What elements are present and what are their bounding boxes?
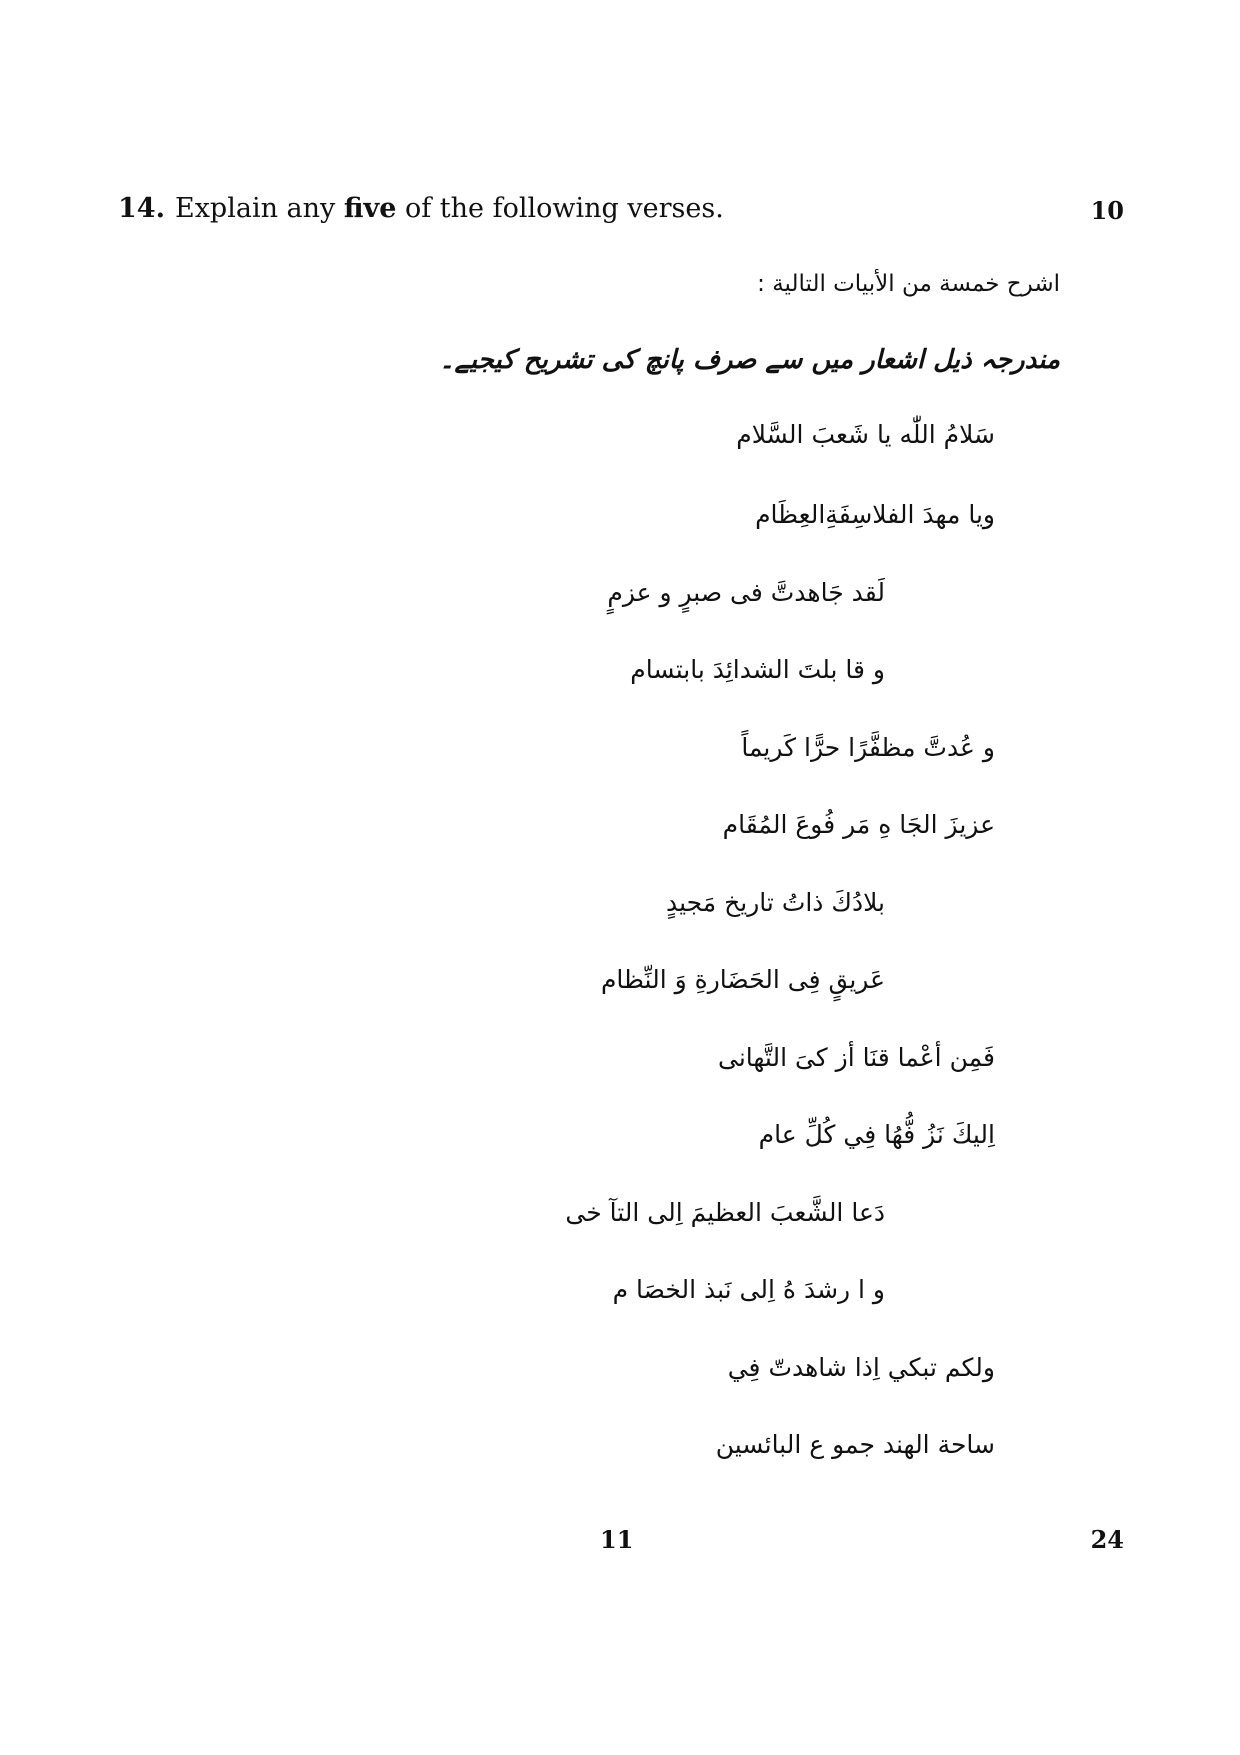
urdu-instruction: مندرجہ ذیل اشعار میں سے صرف پانچ کی تشریح کیجیے۔ — [439, 345, 1060, 375]
verse-line: و عُدتَّ مظفَّرًا حرًّا كَريماً — [741, 733, 995, 762]
verse-line: و ا رشدَ هُ اِلى نَبذ الخصَا م — [612, 1275, 885, 1304]
verse-line: اِليكَ نَزُ فُّهُا فِي كُلِّ عام — [758, 1120, 995, 1149]
question-text-emphasis: five — [343, 193, 397, 224]
question-number: 14. — [118, 193, 165, 224]
marks: 10 — [1090, 196, 1124, 225]
verse-line: عَريقٍ فِى الحَضَارةِ وَ النِّظام — [600, 965, 885, 994]
verse-line: ساحة الهند جمو ع البائسين — [715, 1430, 995, 1459]
verse-line: لَقد جَاهدتَّ فى صبرٍ و عزمٍ — [607, 578, 885, 607]
verse-line: سَلامُ اللّٰه يا شَعبَ السَّلام — [736, 420, 995, 449]
question-text — [175, 193, 724, 224]
arabic-instruction: اشرح خمسة من الأبيات التالية : — [757, 271, 1060, 297]
verse-line: عزيزَ الجَا هِ مَر فُوعَ المُقَام — [722, 810, 995, 839]
verse-line: و قا بلتَ الشدائِدَ بابتسام — [630, 655, 885, 684]
verse-line: ويا مهدَ الفلاسِفَةِالعِظَام — [755, 500, 995, 529]
verse-line: دَعا الشَّعبَ العظيمَ اِلى التآ خى — [565, 1198, 885, 1227]
question-text-end: of the following verses. — [396, 193, 724, 224]
verse-line: ولكم تبكي اِذا شاهدتّ فِي — [727, 1353, 995, 1382]
question-text-start: Explain any — [175, 193, 344, 224]
paper-code: 24 — [1090, 1525, 1124, 1554]
page-number: 11 — [600, 1525, 634, 1554]
verse-line: بلادُكَ ذاتُ تاريخ مَجيدٍ — [665, 888, 885, 917]
verse-line: فَمِن أعْما قنَا أز كىَ التَّهانى — [717, 1043, 995, 1072]
